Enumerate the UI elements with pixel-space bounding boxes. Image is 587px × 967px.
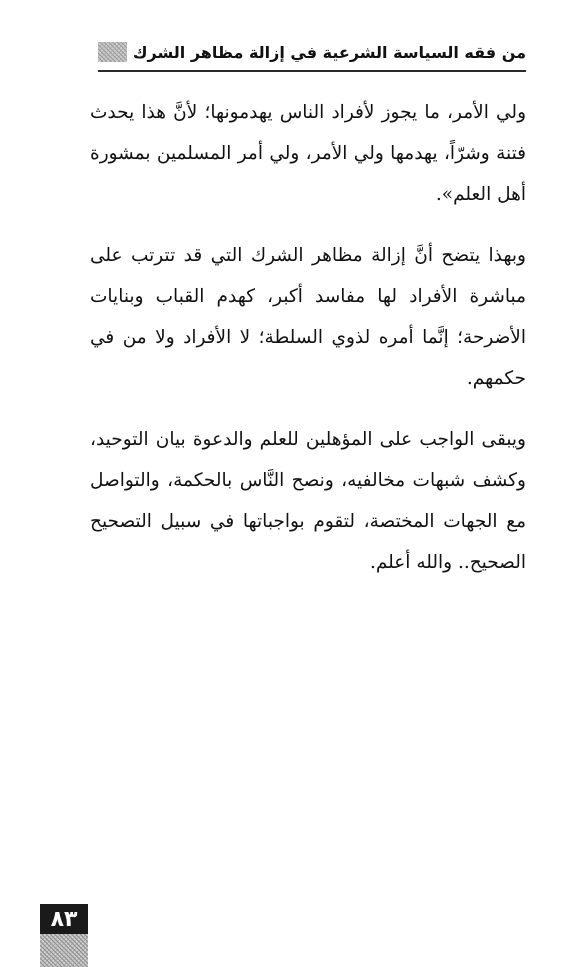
paragraph-1: ولي الأمر، ما يجوز لأفراد الناس يهدمونها؛ لأنَّ هذا يحدث فتنة وشرّاً، يهدمها ولي الأمر، ولي أمر المسلمين بمشورة أهل العلم». [90, 102, 526, 205]
paragraph-3: ويبقى الواجب على المؤهلين للعلم والدعوة بيان التوحيد، وكشف شبهات مخالفيه، ونصح النَّاس بالحكمة، والتواصل مع الجهات المختصة، لتقوم بواجباتها في سبيل التصحيح الصحيح.. والله أعلم. [90, 429, 526, 573]
page-number-decorative-pattern [40, 934, 88, 967]
body-text [90, 92, 526, 603]
header-decorative-pattern [98, 42, 127, 62]
running-header [98, 38, 526, 66]
header-rule [98, 70, 526, 72]
running-header-title: من فقه السياسة الشرعية في إزالة مظاهر الشرك [132, 42, 526, 62]
page-number: ٨٣ [40, 904, 88, 934]
paragraph-2: وبهذا يتضح أنَّ إزالة مظاهر الشرك التي قد تترتب على مباشرة الأفراد لها مفاسد أكبر، كهدم القباب وبنايات الأضرحة؛ إنَّما أمره لذوي السلطة؛ لا الأفراد ولا من في حكمهم. [90, 245, 526, 389]
